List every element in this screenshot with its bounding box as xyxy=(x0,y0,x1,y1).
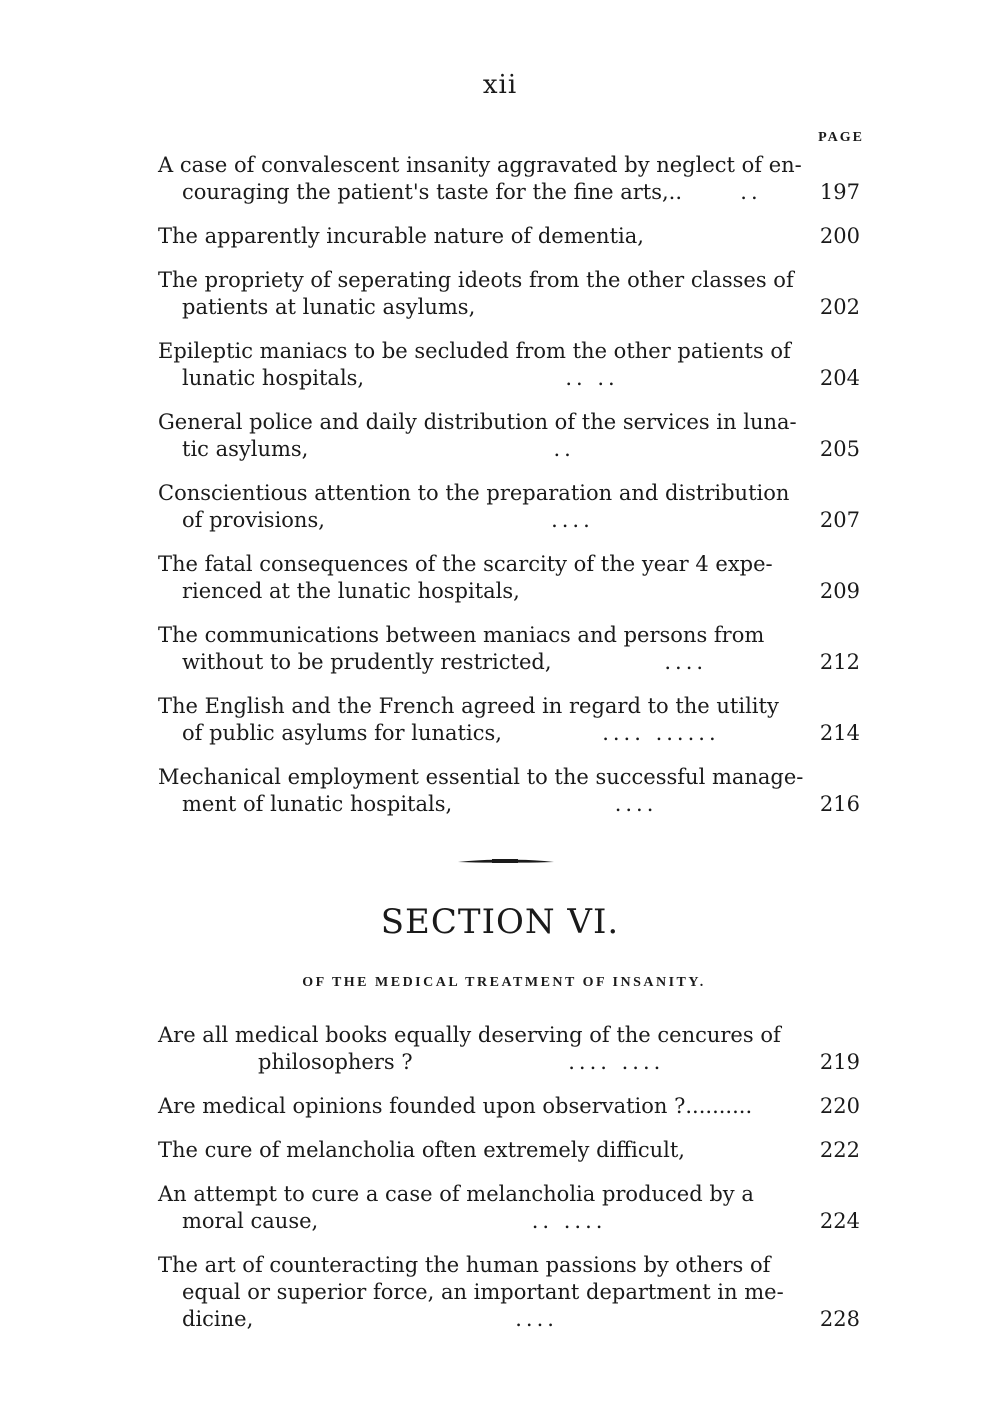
toc-entry-text: dicine, xyxy=(182,1307,254,1331)
section-subtitle: OF THE MEDICAL TREATMENT OF INSANITY. xyxy=(302,975,706,990)
toc-entry-text: ment of lunatic hospitals, xyxy=(182,792,453,816)
toc-entry xyxy=(158,223,860,250)
toc-entry-line: The English and the French agreed in regard to the utility xyxy=(158,694,779,718)
toc-entry-last-line xyxy=(158,1049,860,1076)
toc-entry-line: Are all medical books equally deserving of the cencures of xyxy=(158,1023,781,1047)
toc-entry-last-line xyxy=(158,720,860,747)
toc-entry xyxy=(158,338,860,392)
toc-entry-last-line xyxy=(158,649,860,676)
toc-entry xyxy=(158,622,860,676)
toc-entry xyxy=(158,267,860,321)
toc-entry-text: The cure of melancholia often extremely difficult, xyxy=(158,1138,685,1162)
toc-entry-last-line xyxy=(158,223,860,250)
entry-gap xyxy=(158,747,860,764)
toc-entry-last-line xyxy=(158,1137,860,1164)
entry-gap xyxy=(158,321,860,338)
toc-entry-line: Mechanical employment essential to the successful manage- xyxy=(158,765,804,789)
toc-entry-text: of public asylums for lunatics, xyxy=(182,721,502,745)
leader-dots: .... xyxy=(614,792,658,816)
divider-ornament xyxy=(456,856,556,866)
toc-entry-line: An attempt to cure a case of melancholia produced by a xyxy=(158,1182,754,1206)
toc-entry xyxy=(158,764,860,818)
leader-dots: .... xyxy=(551,508,594,532)
toc-entry-line: equal or superior force, an important department in me- xyxy=(182,1280,784,1304)
toc-entry xyxy=(158,1181,860,1235)
toc-entry-line: The art of counteracting the human passions by others of xyxy=(158,1253,771,1277)
toc-entry-page: 202 xyxy=(819,295,860,319)
toc-entry-page: 228 xyxy=(819,1307,860,1331)
leader-dots: .. .... xyxy=(531,1209,607,1233)
toc-entry-page: 209 xyxy=(819,579,860,603)
toc-entry-line: A case of convalescent insanity aggravated by neglect of en- xyxy=(158,153,802,177)
toc-entry-page: 205 xyxy=(819,437,860,461)
leader-dots: .... .... xyxy=(568,1050,665,1074)
entry-gap xyxy=(158,1076,860,1093)
toc-entry-text: Are medical opinions founded upon observation ?.......... xyxy=(158,1094,753,1118)
toc-entry-last-line xyxy=(158,294,860,321)
toc-entry-page: 220 xyxy=(819,1094,860,1118)
toc-entry-line: Conscientious attention to the preparation and distribution xyxy=(158,481,790,505)
leader-dots: .... xyxy=(515,1307,558,1331)
toc-entry-page: 212 xyxy=(819,650,860,674)
toc-entry-text: The apparently incurable nature of dementia, xyxy=(158,224,644,248)
entry-gap xyxy=(158,1120,860,1137)
toc-entry-text: lunatic hospitals, xyxy=(182,366,365,390)
toc-entry-last-line xyxy=(158,365,860,392)
toc-entry-page: 200 xyxy=(819,224,860,248)
page-number: xii xyxy=(482,70,518,100)
section-title: SECTION VI. xyxy=(380,902,620,942)
page-column-label: PAGE xyxy=(818,130,864,145)
toc-entry xyxy=(158,152,860,206)
entry-gap xyxy=(158,1164,860,1181)
toc-entry-text: couraging the patient's taste for the fine arts,.. xyxy=(182,180,683,204)
toc-entry-last-line xyxy=(158,507,860,534)
toc-entry xyxy=(158,1137,860,1164)
toc-entry-text: philosophers ? xyxy=(258,1050,413,1074)
toc-entry-text: rienced at the lunatic hospitals, xyxy=(182,579,520,603)
toc-entry-page: 214 xyxy=(819,721,860,745)
toc-entry-last-line xyxy=(158,1208,860,1235)
toc-entry xyxy=(158,409,860,463)
toc-entry-page: 219 xyxy=(819,1050,860,1074)
toc-entry xyxy=(158,1093,860,1120)
toc-entry-page: 216 xyxy=(819,792,860,816)
toc-entry xyxy=(158,551,860,605)
toc-entry-last-line xyxy=(158,1306,860,1333)
entry-gap xyxy=(158,392,860,409)
toc-entry xyxy=(158,1022,860,1076)
toc-entry-page: 224 xyxy=(819,1209,860,1233)
entry-gap xyxy=(158,463,860,480)
toc-entry-text: patients at lunatic asylums, xyxy=(182,295,476,319)
entry-gap xyxy=(158,250,860,267)
entry-gap xyxy=(158,676,860,693)
toc-entry-page: 207 xyxy=(819,508,860,532)
leader-dots: .. .. xyxy=(565,366,619,390)
leader-dots: .. xyxy=(553,437,575,461)
leader-dots: .... ...... xyxy=(602,721,720,745)
entry-gap xyxy=(158,1235,860,1252)
toc-entry-text: of provisions, xyxy=(182,508,325,532)
leader-dots: .. xyxy=(740,180,762,204)
toc-entry-last-line xyxy=(158,179,860,206)
toc-entry-page: 204 xyxy=(819,366,860,390)
toc-entry-line: Epileptic maniacs to be secluded from the other patients of xyxy=(158,339,791,363)
toc-entry-last-line xyxy=(158,436,860,463)
toc-entry-last-line xyxy=(158,1093,860,1120)
toc-entry-text: without to be prudently restricted, xyxy=(182,650,552,674)
toc-entry-line: The propriety of seperating ideots from the other classes of xyxy=(158,268,794,292)
toc-entry-text: tic asylums, xyxy=(182,437,309,461)
toc-entry xyxy=(158,480,860,534)
toc-entry xyxy=(158,693,860,747)
toc-entry-last-line xyxy=(158,578,860,605)
table-of-contents-bottom xyxy=(158,1022,860,1333)
toc-entry-line: The fatal consequences of the scarcity of the year 4 expe- xyxy=(158,552,773,576)
toc-entry-last-line xyxy=(158,791,860,818)
toc-entry-line: The communications between maniacs and persons from xyxy=(158,623,765,647)
toc-entry-page: 222 xyxy=(819,1138,860,1162)
toc-entry-text: moral cause, xyxy=(182,1209,319,1233)
leader-dots: .... xyxy=(664,650,708,674)
entry-gap xyxy=(158,534,860,551)
toc-entry-page: 197 xyxy=(819,180,860,204)
entry-gap xyxy=(158,605,860,622)
table-of-contents-top xyxy=(158,152,860,818)
toc-entry-line: General police and daily distribution of the services in luna- xyxy=(158,410,797,434)
entry-gap xyxy=(158,206,860,223)
toc-entry xyxy=(158,1252,860,1333)
